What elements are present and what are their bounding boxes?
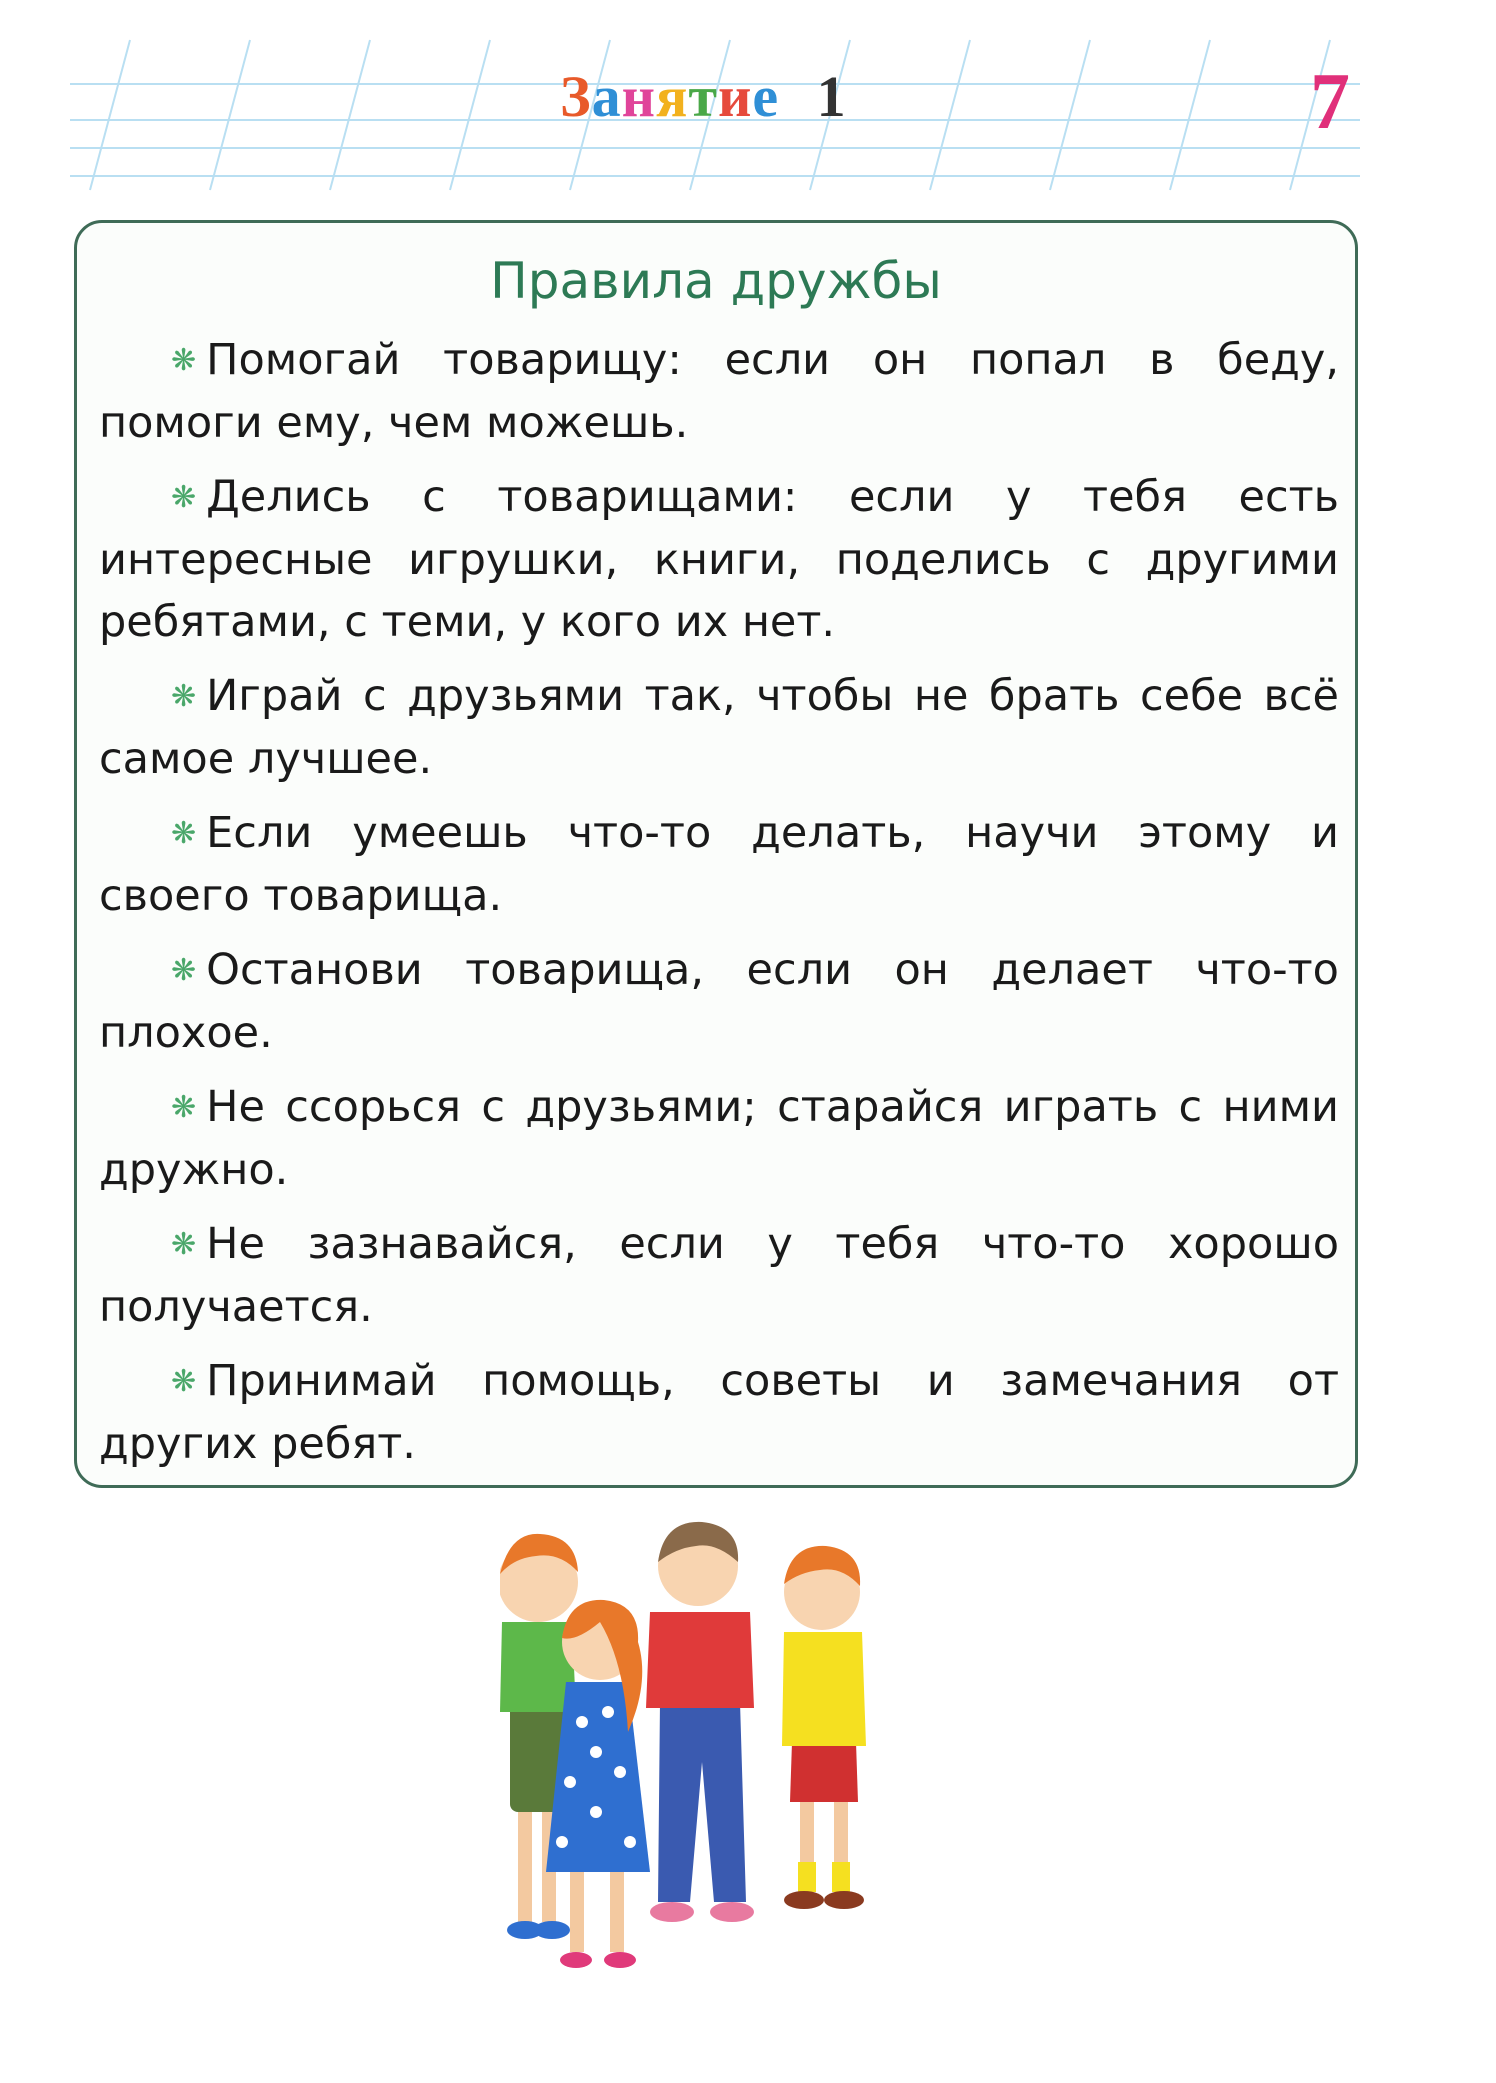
snowflake-icon: ❋ xyxy=(171,1090,197,1125)
rule-item xyxy=(99,1076,1339,1201)
rule-text: Останови товарища, если он делает что-то плохое. xyxy=(99,945,1339,1058)
snowflake-icon: ❋ xyxy=(171,816,197,851)
snowflake-icon: ❋ xyxy=(171,1364,197,1399)
snowflake-icon: ❋ xyxy=(171,343,197,378)
rule-item xyxy=(99,802,1339,927)
lesson-title-letter: и xyxy=(717,64,753,129)
rules-box xyxy=(74,220,1358,1488)
rule-text: Помогай товарищу: если он попал в беду, помоги ему, чем можешь. xyxy=(99,335,1339,448)
snowflake-icon: ❋ xyxy=(171,679,197,714)
lesson-title-word xyxy=(560,64,780,129)
lesson-number: 1 xyxy=(816,64,847,129)
snowflake-icon: ❋ xyxy=(171,953,197,988)
rules-list xyxy=(99,329,1339,1487)
lesson-title-letter: н xyxy=(621,64,657,129)
lesson-title xyxy=(560,64,847,129)
lesson-title-letter: е xyxy=(752,64,780,129)
rule-text: Не ссорься с друзьями; старайся играть с ними дружно. xyxy=(99,1082,1339,1195)
rule-text: Принимай помощь, советы и замечания от других ребят. xyxy=(99,1356,1339,1469)
rule-text: Делись с товарищами: если у тебя есть интересные игрушки, книги, поделись с другими ребятами, с теми, у кого их нет. xyxy=(99,472,1339,647)
lesson-title-letter: т xyxy=(688,64,718,129)
lesson-title-letter: З xyxy=(560,64,592,129)
snowflake-icon: ❋ xyxy=(171,480,197,515)
rule-item xyxy=(99,1350,1339,1475)
rule-item xyxy=(99,665,1339,790)
rule-item xyxy=(99,466,1339,653)
rules-heading: Правила дружбы xyxy=(490,252,942,310)
rule-item xyxy=(99,939,1339,1064)
children-illustration xyxy=(500,1512,920,1992)
rule-item xyxy=(99,1213,1339,1338)
snowflake-icon: ❋ xyxy=(171,1227,197,1262)
kid-boy-red-shirt xyxy=(646,1522,754,1922)
lesson-title-letter: а xyxy=(591,64,622,129)
lesson-title-letter: я xyxy=(656,64,689,129)
rule-text: Не зазнавайся, если у тебя что-то хорошо получается. xyxy=(99,1219,1339,1332)
rule-item xyxy=(99,329,1339,454)
kid-boy-yellow-shirt xyxy=(782,1546,866,1909)
rule-text: Играй с друзьями так, чтобы не брать себе всё самое лучшее. xyxy=(99,671,1339,784)
page-number: 7 xyxy=(1310,58,1350,146)
rule-text: Если умеешь что-то делать, научи этому и своего товарища. xyxy=(99,808,1339,921)
